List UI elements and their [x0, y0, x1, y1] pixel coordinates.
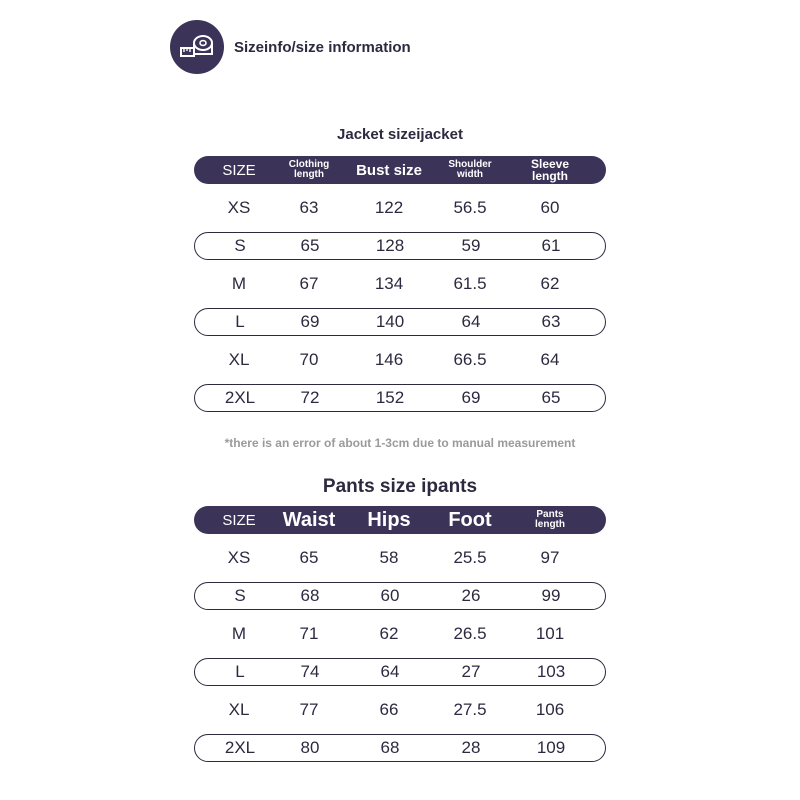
- cell: 80: [300, 738, 320, 757]
- pants-col-pants-length: Pants length: [535, 509, 565, 530]
- jacket-col-shoulder-width: Shoulder width: [448, 159, 492, 180]
- cell: 28: [461, 738, 481, 757]
- table-row: [194, 270, 606, 298]
- cell: XL: [228, 700, 250, 719]
- jacket-col-sleeve-length: Sleeve length: [530, 157, 570, 183]
- cell: 2XL: [224, 388, 256, 407]
- header-title: Sizeinfo/size information: [234, 38, 411, 56]
- table-row: [194, 544, 606, 572]
- tape-measure-icon: [170, 20, 224, 74]
- cell: 26: [461, 586, 481, 605]
- cell: 140: [375, 312, 405, 331]
- cell: 64: [540, 350, 560, 369]
- cell: 69: [461, 388, 481, 407]
- jacket-header-row: [194, 156, 606, 184]
- jacket-table-title: Jacket sizeijacket: [337, 126, 463, 143]
- pants-size-table: [194, 506, 606, 772]
- table-row: [194, 582, 606, 610]
- page-header: [170, 20, 411, 74]
- cell: 62: [379, 624, 399, 643]
- cell: 58: [379, 548, 399, 567]
- cell: 64: [461, 312, 481, 331]
- table-row: [194, 734, 606, 762]
- cell: 2XL: [224, 738, 256, 757]
- table-row: [194, 696, 606, 724]
- cell: 122: [374, 198, 404, 217]
- cell: 128: [375, 236, 405, 255]
- measurement-note: *there is an error of about 1-3cm due to manual measurement: [224, 436, 576, 450]
- cell: 69: [300, 312, 320, 331]
- cell: 77: [299, 700, 319, 719]
- jacket-col-size: SIZE: [222, 161, 256, 179]
- cell: 26.5: [453, 624, 487, 643]
- cell: 152: [375, 388, 405, 407]
- cell: 146: [374, 350, 404, 369]
- cell: L: [235, 662, 245, 681]
- cell: 70: [299, 350, 319, 369]
- pants-col-hips: Hips: [367, 509, 411, 531]
- cell: 60: [380, 586, 400, 605]
- cell: 99: [541, 586, 561, 605]
- jacket-size-table: [194, 156, 606, 422]
- cell: 65: [299, 548, 319, 567]
- cell: 60: [540, 198, 560, 217]
- cell: S: [234, 586, 246, 605]
- cell: 66.5: [453, 350, 487, 369]
- table-row: [194, 658, 606, 686]
- cell: M: [231, 624, 247, 643]
- cell: 62: [540, 274, 560, 293]
- cell: 109: [536, 738, 566, 757]
- cell: 63: [299, 198, 319, 217]
- cell: 66: [379, 700, 399, 719]
- table-row: [194, 384, 606, 412]
- cell: 25.5: [453, 548, 487, 567]
- cell: 67: [299, 274, 319, 293]
- table-row: [194, 346, 606, 374]
- table-row: [194, 232, 606, 260]
- table-row: [194, 194, 606, 222]
- cell: XL: [228, 350, 250, 369]
- cell: XS: [227, 198, 251, 217]
- cell: 61.5: [453, 274, 487, 293]
- cell: 103: [536, 662, 566, 681]
- cell: 101: [535, 624, 565, 643]
- cell: 134: [374, 274, 404, 293]
- cell: 56.5: [453, 198, 487, 217]
- jacket-col-bust-size: Bust size: [356, 161, 422, 179]
- cell: 72: [300, 388, 320, 407]
- cell: 65: [541, 388, 561, 407]
- jacket-col-clothing-length: Clothing length: [288, 159, 330, 180]
- cell: 106: [535, 700, 565, 719]
- cell: 27.5: [453, 700, 487, 719]
- pants-col-waist: Waist: [282, 509, 336, 531]
- cell: 74: [300, 662, 320, 681]
- cell: 71: [299, 624, 319, 643]
- cell: 27: [461, 662, 481, 681]
- table-row: [194, 620, 606, 648]
- cell: 63: [541, 312, 561, 331]
- cell: 61: [541, 236, 561, 255]
- table-row: [194, 308, 606, 336]
- cell: M: [231, 274, 247, 293]
- cell: 65: [300, 236, 320, 255]
- cell: 68: [380, 738, 400, 757]
- cell: 64: [380, 662, 400, 681]
- cell: XS: [227, 548, 251, 567]
- pants-col-size: SIZE: [222, 511, 256, 529]
- cell: 68: [300, 586, 320, 605]
- cell: S: [234, 236, 246, 255]
- cell: 59: [461, 236, 481, 255]
- pants-col-foot: Foot: [448, 509, 492, 531]
- pants-header-row: [194, 506, 606, 534]
- cell: 97: [540, 548, 560, 567]
- pants-table-title: Pants size ipants: [322, 476, 478, 497]
- cell: L: [235, 312, 245, 331]
